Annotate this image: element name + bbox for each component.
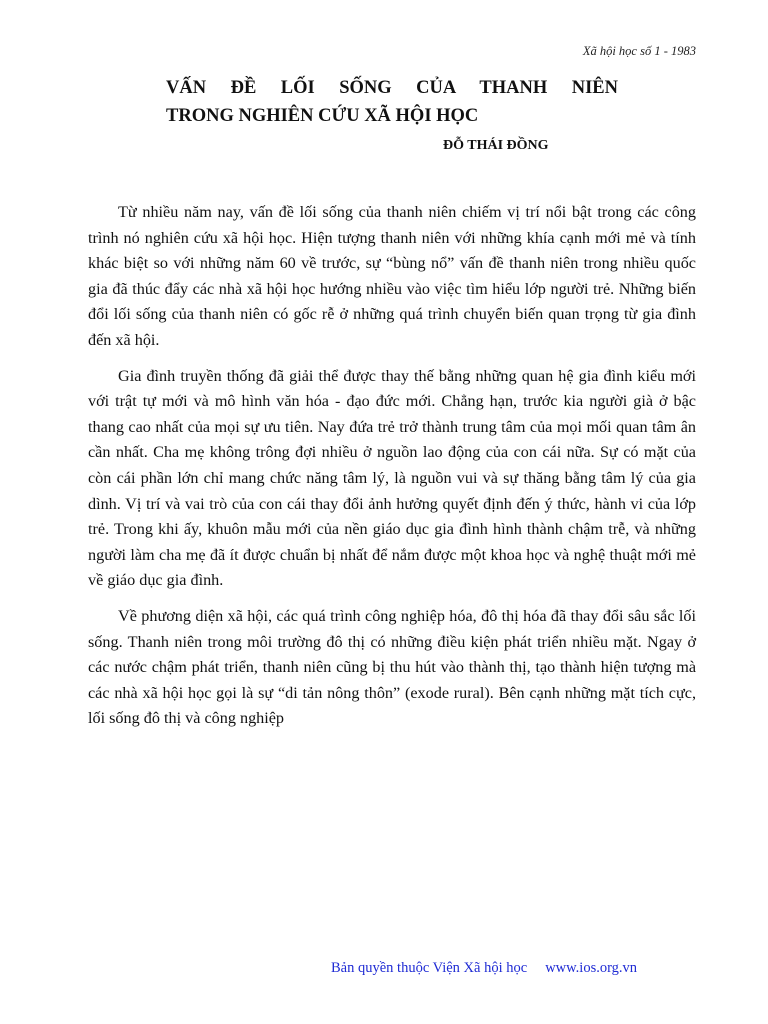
article-title — [166, 74, 618, 130]
website-link[interactable]: www.ios.org.vn — [545, 960, 638, 976]
copyright-footer — [331, 960, 637, 977]
title-line-1: VẤN ĐỀ LỐI SỐNG CỦA THANH NIÊN — [166, 78, 618, 98]
copyright-notice: Bản quyền thuộc Viện Xã hội học — [331, 960, 528, 976]
paragraph: Gia đình truyền thống đã giải thể được thay thế bằng những quan hệ gia đình kiểu mới với trật tự mới và mô hình văn hóa - đạo đức mới. Chẳng hạn, trước kia người già ở bậc thang cao nhất của mọi sự ưu tiên. Nay đứa trẻ trở thành trung tâm của mọi mối quan tâm ân cần nhất. Cha mẹ không trông đợi nhiều ở nguồn lao động của con cái nữa. Sự có mặt của còn cái phần lớn chỉ mang chức năng tâm lý, là nguồn vui và sự thăng bằng tâm lý của gia dình. Vị trí và vai trò của con cái thay đổi ảnh hưởng quyết định đến ý thức, hành vi của lớp trẻ. Trong khi ấy, khuôn mẫu mới của nền giáo dục gia đình hình thành chậm trễ, và những người làm cha mẹ đã ít được chuẩn bị nhất để nắm được một khoa học và nghệ thuật mới mẻ về giáo dục gia đình. — [88, 366, 696, 590]
article-body — [88, 200, 696, 742]
paragraph: Về phương diện xã hội, các quá trình công nghiệp hóa, đô thị hóa đã thay đổi sâu sắc lối sống. Thanh niên trong môi trường đô thị có những điều kiện phát triển nhiều mặt. Ngay ở các nước chậm phát triển, thanh niên cũng bị thu hút vào thành thị, tạo thành hiện tượng mà các nhà xã hội học gọi là sự “di tản nông thôn” (exode rural). Bên cạnh những mặt tích cực, lối sống đô thị và công nghiệp — [88, 606, 696, 728]
journal-issue-header: Xã hội học số 1 - 1983 — [582, 44, 696, 58]
paragraph: Từ nhiều năm nay, vấn đề lối sống của thanh niên chiếm vị trí nổi bật trong các công trình nó nghiên cứu xã hội học. Hiện tượng thanh niên với những khía cạnh mới mẻ và tính khác biệt so với những năm 60 về trước, sự “bùng nổ” vấn đề thanh niên trong nhiều quốc gia đã thúc đẩy các nhà xã hội học hướng nhiều vào việc tìm hiểu lớp người trẻ. Những biến đổi lối sống của thanh niên có gốc rễ ở những quá trình chuyển biến quan trọng từ gia đình đến xã hội. — [88, 203, 696, 349]
title-line-2: TRONG NGHIÊN CỨU XÃ HỘI HỌC — [166, 106, 479, 126]
author-name: ĐỖ THÁI ĐỒNG — [443, 138, 549, 153]
